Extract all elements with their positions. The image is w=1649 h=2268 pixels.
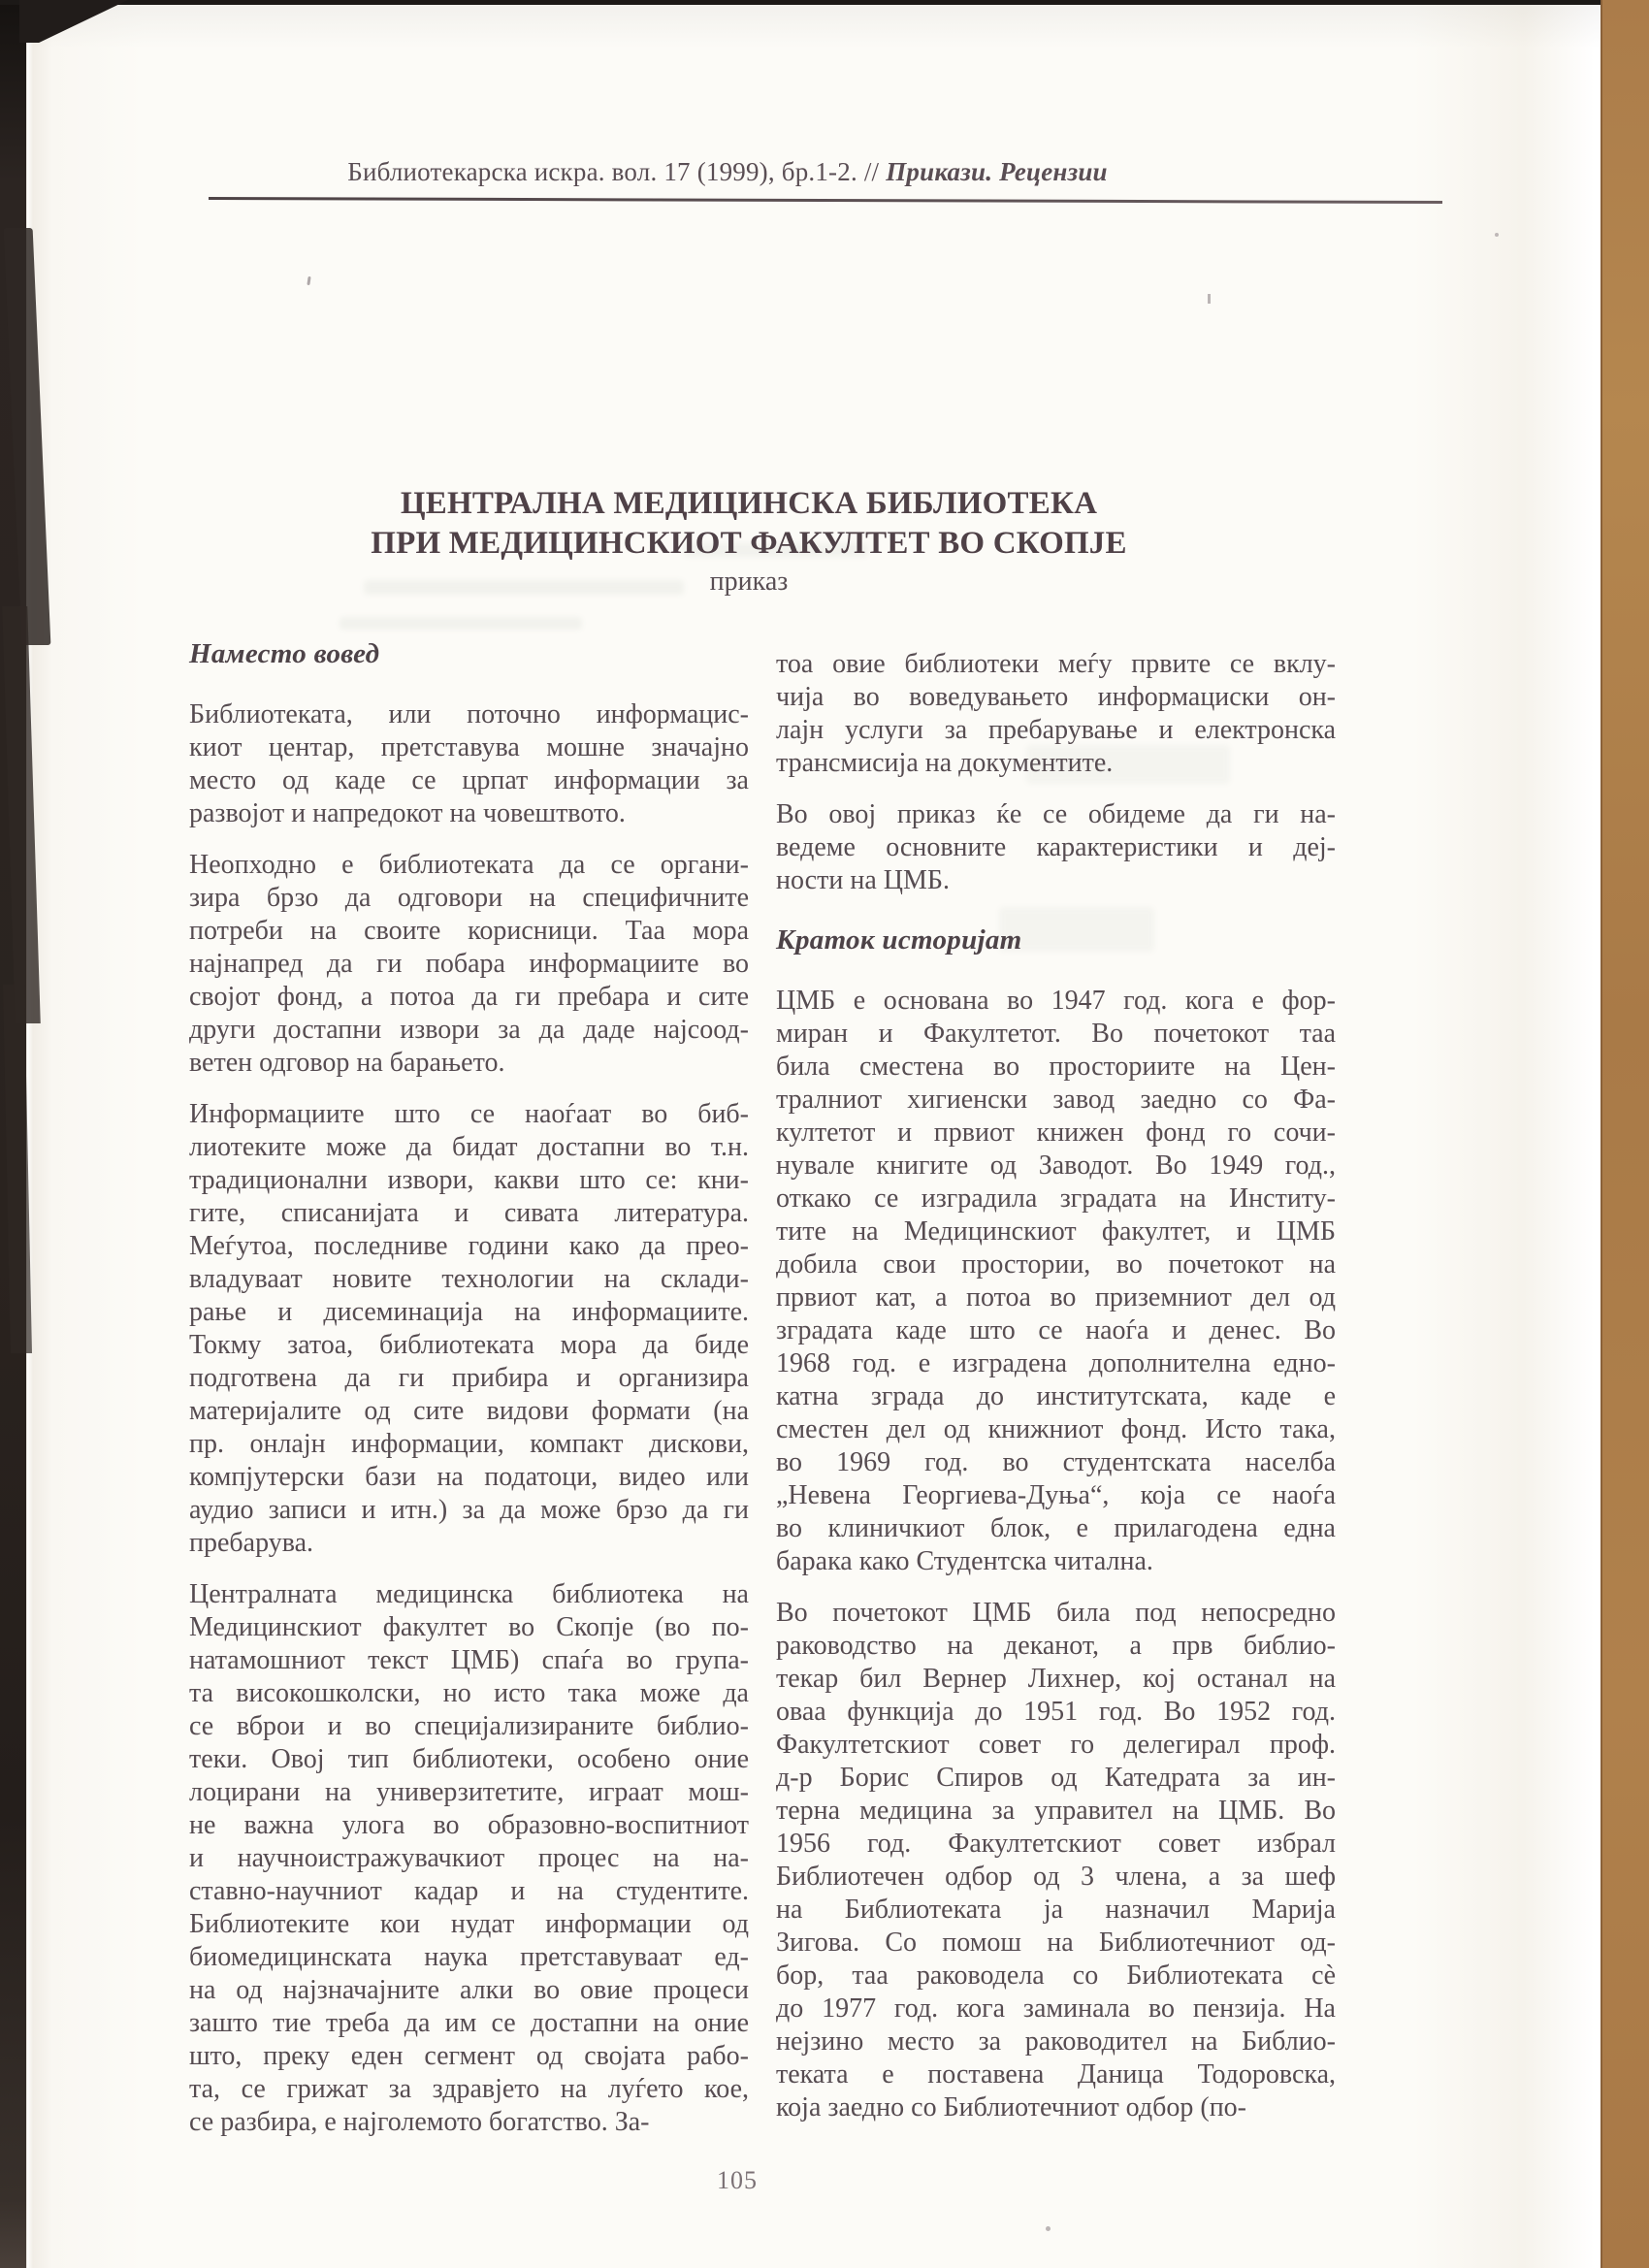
- section-heading: Наместо вовед: [189, 638, 380, 669]
- text-line: трансмисија на документите.: [776, 748, 1114, 778]
- text-line: во клиничкиот блок, е прилагодена една: [776, 1513, 1336, 1543]
- scan-top-edge: [0, 0, 1602, 5]
- text-line: компјутерски бази на податоци, видео или: [189, 1462, 749, 1492]
- text-line: што, преку еден сегмент од својата рабо-: [189, 2041, 749, 2071]
- scan-speck: [1208, 294, 1211, 304]
- text-line: терна медицина за управител на ЦМБ. Во: [776, 1796, 1336, 1826]
- running-header: [0, 157, 1455, 187]
- text-column-left: [189, 636, 749, 2157]
- paragraph: [776, 798, 1336, 897]
- paragraph: [189, 849, 749, 1080]
- text-line: ведеме основните карактеристики и деј-: [776, 832, 1336, 862]
- text-line: ности на ЦМБ.: [776, 865, 950, 895]
- scan-speck: [1495, 233, 1499, 237]
- text-line: место од каде се црпат информации за: [189, 765, 749, 795]
- text-line: теки. Овој тип библиотеки, особено оние: [189, 1744, 749, 1774]
- article-title-line2: ПРИ МЕДИЦИНСКИОТ ФАКУЛТЕТ ВО СКОПЈЕ: [371, 526, 1127, 561]
- text-line: чија во воведувањето информациски он-: [776, 682, 1336, 712]
- text-line: нувале книгите од Заводот. Во 1949 год.,: [776, 1150, 1336, 1181]
- text-line: ветен одговор на барањето.: [189, 1048, 505, 1078]
- text-line: потреби на своите корисници. Таа мора: [189, 916, 749, 946]
- article-title: [264, 484, 1234, 564]
- text-line: аудио записи и итн.) за да може брзо да ги: [189, 1495, 749, 1525]
- text-line: сместен дел од книжниот фонд. Исто така,: [776, 1414, 1336, 1444]
- bleedthrough-ghost: [340, 617, 582, 630]
- text-line: зашто тие треба да им се достапни на оние: [189, 2008, 749, 2038]
- paragraph: [189, 1578, 749, 2139]
- paragraph: [189, 1098, 749, 1560]
- text-line: киот центар, претставува мошне значајно: [189, 732, 749, 762]
- text-line: првиот кат, а потоа во приземниот дел од: [776, 1282, 1336, 1312]
- text-line: тоа овие библиотеки меѓу првите се вклу-: [776, 649, 1336, 679]
- text-line: текар бил Вернер Лихнер, кој останал на: [776, 1664, 1336, 1694]
- text-line: пр. онлајн информации, компакт дискови,: [189, 1429, 749, 1459]
- text-line: тралниот хигиенски завод заедно со Фа-: [776, 1085, 1336, 1115]
- text-line: Во овој приказ ќе се обидеме да ги на-: [776, 799, 1336, 829]
- journal-citation: Библиотекарска искра. вол. 17 (1999), бр.1-2. //: [347, 157, 880, 186]
- text-line: други достапни извори за да даде најсоод-: [189, 1015, 749, 1045]
- text-line: рање и дисеминација на информациите.: [189, 1297, 749, 1327]
- text-line: гите, списанијата и сивата литература.: [189, 1198, 749, 1228]
- text-line: зира брзо да одговори на специфичните: [189, 883, 749, 913]
- text-line: на од најзначајните алки во овие процеси: [189, 1975, 749, 2005]
- text-line: раководство на деканот, а прв библио-: [776, 1631, 1336, 1661]
- text-line: д-р Борис Спиров од Катедрата за ин-: [776, 1763, 1336, 1793]
- text-line: била сместена во просториите на Цен-: [776, 1052, 1336, 1082]
- article-subtitle: приказ: [709, 567, 789, 597]
- paragraph: [776, 648, 1336, 780]
- text-line: лиотеките може да бидат достапни во т.н.: [189, 1132, 749, 1162]
- adjacent-page-edge: [1600, 0, 1649, 2268]
- paragraph: [776, 985, 1336, 1578]
- section-heading: Краток историјат: [776, 924, 1022, 956]
- text-line: ЦМБ е основана во 1947 год. кога е фор-: [776, 986, 1336, 1016]
- text-line: својот фонд, а потоа да ги пребара и сите: [189, 982, 749, 1012]
- text-line: Библиотеката, или поточно информацис-: [189, 699, 749, 729]
- text-line: владуваат новите технологии на склади-: [189, 1264, 749, 1294]
- text-line: Медицинскиот факултет во Скопје (во по-: [189, 1612, 749, 1642]
- text-line: и научноистражувачкиот процес на на-: [189, 1843, 749, 1873]
- text-line: Неопходно е библиотеката да се органи-: [189, 850, 749, 880]
- text-line: откако се изградила зградата на Институ-: [776, 1183, 1336, 1214]
- text-line: лајн услуги за пребарување и електронска: [776, 715, 1336, 745]
- text-line: „Невена Георгиева-Дуња“, која се наоѓа: [776, 1480, 1336, 1510]
- text-line: Библиотеките кои нудат информации од: [189, 1909, 749, 1939]
- paragraph: [189, 698, 749, 830]
- text-line: лоцирани на универзитетите, играат мош-: [189, 1777, 749, 1807]
- text-line: традиционални извори, какви што се: кни-: [189, 1165, 749, 1195]
- text-line: нејзино место за раководител на Библио-: [776, 2026, 1336, 2057]
- text-line: ставно-научниот кадар и на студентите.: [189, 1876, 749, 1906]
- text-line: Информациите што се наоѓаат во биб-: [189, 1099, 749, 1129]
- text-line: пребарува.: [189, 1528, 313, 1558]
- text-line: теката е поставена Даница Тодоровска,: [776, 2059, 1336, 2090]
- paragraph: [776, 1597, 1336, 2124]
- text-line: оваа функција до 1951 год. Во 1952 год.: [776, 1697, 1336, 1727]
- text-line: биомедицинската наука претставуваат ед-: [189, 1942, 749, 1972]
- text-line: Факултетскиот совет го делегирал проф.: [776, 1730, 1336, 1760]
- text-line: катна зграда до институтската, каде е: [776, 1381, 1336, 1411]
- text-column-right: [776, 648, 1336, 2143]
- scan-speck: [1046, 2226, 1051, 2231]
- text-line: Централната медицинска библиотека на: [189, 1579, 749, 1609]
- text-line: Во почетокот ЦМБ била под непосредно: [776, 1598, 1336, 1628]
- text-line: материјалите од сите видови формати (на: [189, 1396, 749, 1426]
- text-line: Библиотечен одбор од 3 члена, а за шеф: [776, 1862, 1336, 1892]
- text-line: 1968 год. е изградена дополнителна едно-: [776, 1348, 1336, 1378]
- text-line: која заедно со Библиотечниот одбор (по-: [776, 2092, 1246, 2122]
- text-line: бор, таа раководела со Библиотеката сè: [776, 1960, 1336, 1991]
- text-line: на Библиотеката ја назначил Марија: [776, 1895, 1336, 1925]
- text-line: култетот и првиот книжен фонд го сочи-: [776, 1118, 1336, 1148]
- text-line: миран и Факултетот. Во почетокот таа: [776, 1019, 1336, 1049]
- text-line: добила свои простории, во почетокот на: [776, 1249, 1336, 1280]
- text-line: та, се грижат за здравјето на луѓето кое,: [189, 2074, 749, 2104]
- text-line: Токму затоа, библиотеката мора да биде: [189, 1330, 749, 1360]
- text-line: тите на Медицинскиот факултет, и ЦМБ: [776, 1216, 1336, 1247]
- section-title: Прикази. Рецензии: [886, 157, 1108, 186]
- text-line: во 1969 год. во студентската населба: [776, 1447, 1336, 1477]
- text-line: Меѓутоа, последниве години како да прео-: [189, 1231, 749, 1261]
- text-line: се вброи и во специјализираните библио-: [189, 1711, 749, 1741]
- text-line: не важна улога во образовно-воспитниот: [189, 1810, 749, 1840]
- text-line: до 1977 год. кога заминала во пензија. На: [776, 1993, 1336, 2024]
- text-line: натамошниот текст ЦМБ) спаѓа во група-: [189, 1645, 749, 1675]
- text-line: барака како Студентска читална.: [776, 1546, 1153, 1576]
- text-line: најнапред да ги побара информациите во: [189, 949, 749, 979]
- text-line: подготвена да ги прибира и организира: [189, 1363, 749, 1393]
- text-line: 1956 год. Факултетскиот совет избрал: [776, 1829, 1336, 1859]
- text-line: Зигова. Со помош на Библиотечниот од-: [776, 1928, 1336, 1958]
- text-line: развојот и напредокот на човештвото.: [189, 798, 626, 828]
- text-line: зградата каде што се наоѓа и денес. Во: [776, 1315, 1336, 1345]
- page-number: 105: [717, 2166, 758, 2194]
- article-title-line1: ЦЕНТРАЛНА МЕДИЦИНСКА БИБЛИОТЕКА: [400, 486, 1098, 521]
- text-line: та високошколски, но исто така може да: [189, 1678, 749, 1708]
- text-line: се разбира, е најголемото богатство. За-: [189, 2107, 650, 2137]
